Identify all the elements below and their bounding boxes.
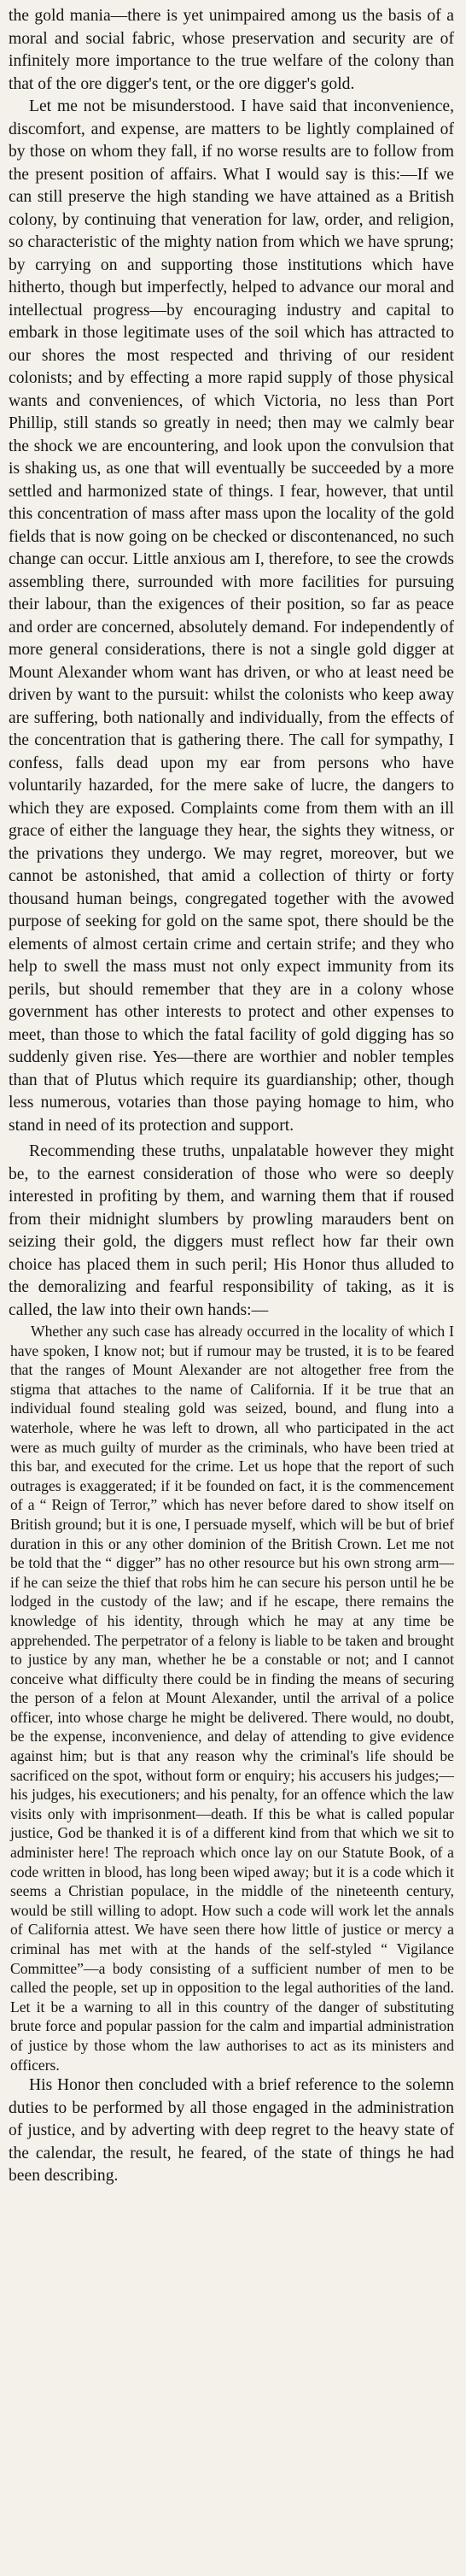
article-paragraph-conclude: His Honor then concluded with a brief reference to the solemn duties to be performed by all those engaged in the administration of justice, and by adverting with deep regret to the heavy state of the calendar, the result, he feared, of the state of things he had been describing. bbox=[9, 2076, 454, 2186]
quote-paragraph: Whether any such case has already occurred in the locality of which I have spoken, I know not; but if rumour may be trusted, it is to be feared that the ranges of Mount Alexander are not altogether free from the stigma that attaches to the name of California. If it be true that an individual found stealing gold was seized, bound, and flung into a waterhole, where he was left to drown, all who participated in the act were as much guilty of murder as the criminals, who have been tried at this bar, and executed for the crime. Let us hope that the report of such outrages is exaggerated; if it be founded on fact, it is the commencement of a “ Reign of Terror,” which has never before dared to show itself on British ground; but it is one, I persuade myself, which will be but of brief duration in this or any other dominion of the British Crown. Let me not be told that the “ digger” has no other resource but his own strong arm—if he can seize the thief that robs him he can secure his person until he be lodged in the custody of the law; and if he escape, there remains the knowledge of his identity, through which he may at any time be apprehended. The perpetrator of a felony is liable to be taken and brought to justice by any man, whether he be a constable or not; and I cannot conceive what difficulty there could be in finding the means of securing the person of a felon at Mount Alexander, until the arrival of a police officer, into whose charge he might be delivered. There would, no doubt, be the expense, inconvenience, and delay of attending to give evidence against him; but is that any reason why the criminal's life should be sacrificed on the spot, without form or enquiry; his accusers his judges;—his judges, his executioners; and his penalty, for an offence which the law visits only with imprisonment—death. If this be what is called popular justice, God be thanked it is of a different kind from that which we sit to administer here! The reproach which once lay on our Statute Book, of a code written in blood, has long been wiped away; but it is a code which it seems a Christian populace, in the middle of the nineteenth century, would be still willing to adopt. How such a code will work let the annals of California attest. We have seen there how little of justice or mercy a criminal has met with at the hands of the self-styled “ Vigilance Committee”—a body consisting of a sufficient number of men to be called the people, set up in opposition to the legal authorities of the land. Let it be a warning to all in this country of the danger of substituting brute force and popular passion for the calm and impartial administration of justice by those whom the law authorises to act as its ministers and officers. bbox=[10, 1323, 454, 2074]
article-body bbox=[9, 5, 454, 2188]
article-paragraph-recommend: Recommending these truths, unpalatable however they might be, to the earnest consideration of those who were so deeply interested in profiting by them, and warning them that if roused from their midnight slumbers by prowling marauders bent on seizing their gold, the diggers must reflect how far their own choice has placed them in such peril; His Honor thus alluded to the demoralizing and fearful responsibility of taking, as it is called, the law into their own hands:— bbox=[9, 1142, 454, 1319]
block-quote bbox=[9, 1322, 454, 2074]
article-paragraph-intro: the gold mania—there is yet unimpaired among us the basis of a moral and social fabric, whose preservation and security are of infinitely more importance to the true welfare of the colony than that of the ore digger's tent, or the ore digger's gold. bbox=[9, 7, 454, 93]
article-paragraph-main: Let me not be misunderstood. I have said that inconvenience, discomfort, and expense, are matters to be lightly complained of by those on whom they fall, if no worse results are to follow from the present position of affairs. What I would say is this:—If we can still preserve the high standing we have attained as a British colony, by continuing that veneration for law, order, and religion, so characteristic of the mighty nation from which we have sprung; by carrying on and supporting those institutions which have hitherto, though but imperfectly, helped to advance our moral and intellectual progress—by encouraging industry and capital to embark in those legitimate uses of the soil which has attracted to our shores the most respected and thriving of our resident colonists; and by effecting a more rapid supply of those physical wants and conveniences, of which Victoria, no less than Port Phillip, still stands so greatly in need; then may we calmly bear the shock we are encountering, and look upon the convulsion that is shaking us, as one that will eventually be succeeded by a more settled and harmonized state of things. I fear, however, that until this concentration of mass after mass upon the locality of the gold fields that is now going on be checked or discontenanced, no such change can occur. Little anxious am I, therefore, to see the crowds assembling there, surrounded with more facilities for pursuing their labour, than the exigences of their position, so far as peace and order are concerned, absolutely demand. For independently of more general considerations, there is not a single gold digger at Mount Alexander whom want has driven, or who at least need be driven by want to the pursuit: whilst the colonists who keep away are suffering, both nationally and individually, from the effects of the concentration that is gathering there. The call for sympathy, I confess, falls dead upon my ear from persons who have voluntarily hazarded, for the mere sake of lucre, the dangers to which they are exposed. Complaints come from them with an ill grace of either the language they hear, the sights they witness, or the privations they undergo. We may regret, moreover, but we cannot be astonished, that amid a collection of thirty or forty thousand human beings, congregated together with the avowed purpose of seeking for gold on the same spot, there should be the elements of almost certain crime and certain strife; and they who help to swell the mass must not only expect immunity from its perils, but should remember that they are in a colony whose government has other interests to protect and other expenses to meet, than those to which the fatal facility of gold digging has so suddenly given rise. Yes—there are worthier and nobler temples than that of Plutus which require its guardianship; other, though less numerous, votaries than those paying homage to him, who stand in need of its protection and support. bbox=[9, 97, 454, 1135]
